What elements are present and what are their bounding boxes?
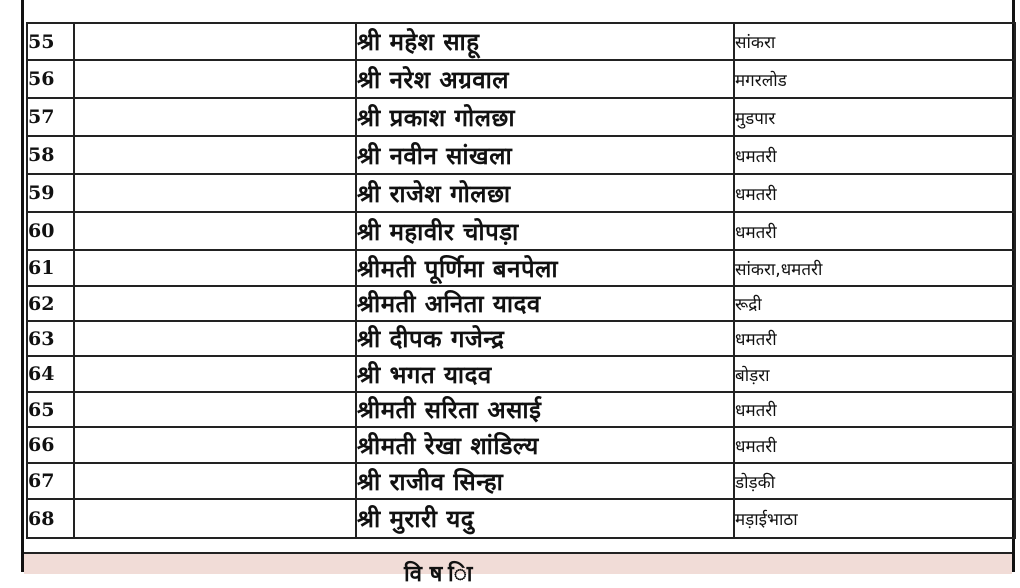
row-place: धमतरी <box>734 427 1015 463</box>
row-number: 63 <box>27 321 74 356</box>
row-place: धमतरी <box>734 136 1015 174</box>
row-number: 62 <box>27 286 74 321</box>
row-number: 68 <box>27 499 74 538</box>
table-row <box>27 356 1015 392</box>
row-blank-cell <box>74 98 356 136</box>
next-section-header <box>24 552 1012 587</box>
table-row <box>27 136 1015 174</box>
table-row <box>27 463 1015 499</box>
row-blank-cell <box>74 174 356 212</box>
row-blank-cell <box>74 499 356 538</box>
row-name: श्री दीपक गजेन्द्र <box>356 321 734 356</box>
row-number: 55 <box>27 23 74 60</box>
row-place: धमतरी <box>734 174 1015 212</box>
row-place: धमतरी <box>734 321 1015 356</box>
row-name: श्री मुरारी यदु <box>356 499 734 538</box>
next-section-heading-partial: वि ष ाि <box>404 562 473 587</box>
table-row <box>27 286 1015 321</box>
row-place: मड़ाईभाठा <box>734 499 1015 538</box>
row-name: श्री राजीव सिन्हा <box>356 463 734 499</box>
row-place: धमतरी <box>734 212 1015 250</box>
table-row <box>27 250 1015 286</box>
row-name: श्री राजेश गोलछा <box>356 174 734 212</box>
row-blank-cell <box>74 463 356 499</box>
row-number: 59 <box>27 174 74 212</box>
row-blank-cell <box>74 356 356 392</box>
row-blank-cell <box>74 286 356 321</box>
row-name: श्री भगत यादव <box>356 356 734 392</box>
row-blank-cell <box>74 250 356 286</box>
row-name: श्री प्रकाश गोलछा <box>356 98 734 136</box>
row-blank-cell <box>74 136 356 174</box>
row-blank-cell <box>74 212 356 250</box>
row-blank-cell <box>74 392 356 427</box>
row-name: श्री नवीन सांखला <box>356 136 734 174</box>
row-name: श्रीमती पूर्णिमा बनपेला <box>356 250 734 286</box>
table-row <box>27 98 1015 136</box>
table-row <box>27 174 1015 212</box>
members-table <box>26 22 1016 539</box>
table-row <box>27 212 1015 250</box>
row-number: 57 <box>27 98 74 136</box>
members-table-body <box>27 23 1015 538</box>
row-number: 58 <box>27 136 74 174</box>
row-name: श्री महावीर चोपड़ा <box>356 212 734 250</box>
row-number: 66 <box>27 427 74 463</box>
row-number: 56 <box>27 60 74 98</box>
row-place: सांकरा,धमतरी <box>734 250 1015 286</box>
row-place: डोड़की <box>734 463 1015 499</box>
row-number: 60 <box>27 212 74 250</box>
table-row <box>27 321 1015 356</box>
row-name: श्रीमती रेखा शांडिल्य <box>356 427 734 463</box>
table-row <box>27 427 1015 463</box>
row-blank-cell <box>74 321 356 356</box>
table-row <box>27 392 1015 427</box>
row-place: मगरलोड <box>734 60 1015 98</box>
row-place: सांकरा <box>734 23 1015 60</box>
row-name: श्रीमती अनिता यादव <box>356 286 734 321</box>
row-blank-cell <box>74 427 356 463</box>
row-number: 61 <box>27 250 74 286</box>
table-row <box>27 60 1015 98</box>
row-place: धमतरी <box>734 392 1015 427</box>
row-place: बोड़रा <box>734 356 1015 392</box>
row-place: रूद्री <box>734 286 1015 321</box>
row-name: श्री नरेश अग्रवाल <box>356 60 734 98</box>
row-blank-cell <box>74 60 356 98</box>
row-name: श्रीमती सरिता असाई <box>356 392 734 427</box>
row-number: 64 <box>27 356 74 392</box>
row-number: 67 <box>27 463 74 499</box>
row-name: श्री महेश साहू <box>356 23 734 60</box>
table-row <box>27 23 1015 60</box>
table-row <box>27 499 1015 538</box>
row-blank-cell <box>74 23 356 60</box>
row-number: 65 <box>27 392 74 427</box>
row-place: मुडपार <box>734 98 1015 136</box>
